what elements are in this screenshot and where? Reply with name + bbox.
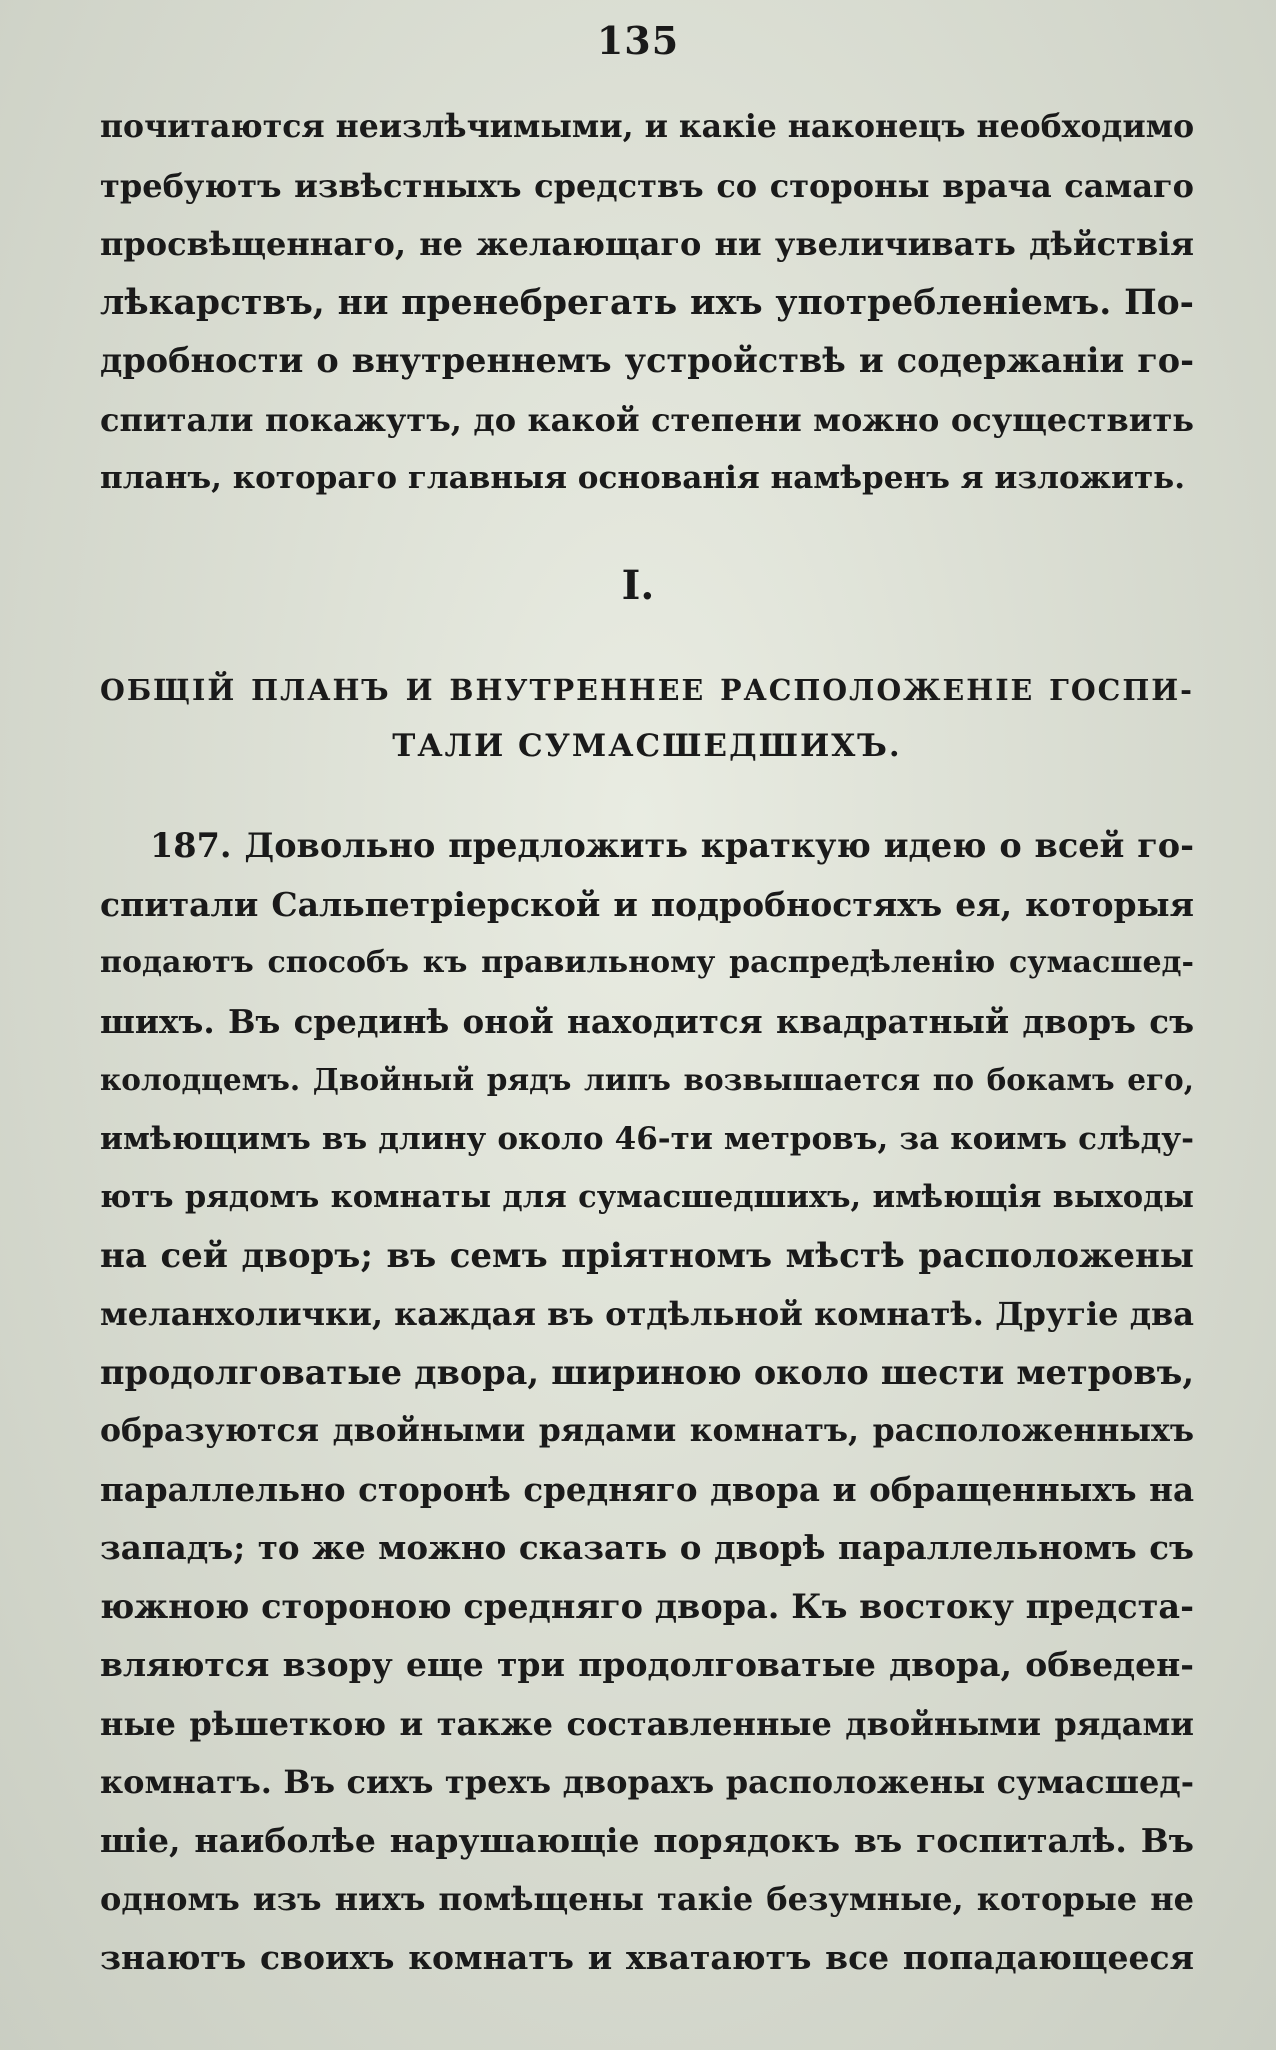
text-line: 187. Довольно предложить краткую идею о всей го- — [150, 826, 1194, 865]
text-line: почитаются неизлѣчимыми, и какіе наконецъ необходимо — [100, 108, 1195, 145]
intro-paragraph — [100, 98, 1194, 508]
text-line: знаютъ своихъ комнатъ и хватаютъ все попадающееся — [100, 1937, 1194, 1977]
text-line: шихъ. Въ срединѣ оной находится квадратный дворъ съ — [100, 1001, 1194, 1041]
text-line: вляются взору еще три продолговатые двора, обведен- — [100, 1645, 1194, 1684]
text-line: на сей дворъ; въ семъ пріятномъ мѣстѣ расположены — [100, 1235, 1194, 1276]
text-line: южною стороною средняго двора. Къ востоку предста- — [100, 1586, 1194, 1626]
text-line: имѣющимъ въ длину около 46-ти метровъ, за коимъ слѣду- — [100, 1120, 1194, 1157]
text-line: меланхолички, каждая въ отдѣльной комнатѣ. Другіе два — [100, 1295, 1194, 1333]
section-numeral: I. — [621, 562, 655, 609]
text-line: дробности о внутреннемъ устройствѣ и содержаніи го- — [100, 341, 1194, 380]
heading-line: ТАЛИ СУМАСШЕДШИХЪ. — [392, 728, 902, 764]
text-line: продолговатые двора, шириною около шести метровъ, — [100, 1352, 1194, 1392]
text-line: ные рѣшеткою и также составленные двойными рядами — [100, 1704, 1194, 1743]
text-line: образуются двойными рядами комнатъ, расположенныхъ — [100, 1412, 1194, 1449]
text-line: параллельно сторонѣ средняго двора и обращенныхъ на — [100, 1469, 1194, 1509]
text-line: западъ; то же можно сказать о дворѣ параллельномъ съ — [100, 1528, 1194, 1567]
text-line: колодцемъ. Двойный рядъ липъ возвышается по бокамъ его, — [100, 1062, 1194, 1097]
text-line: планъ, котораго главныя основанія намѣренъ я изложить. — [100, 460, 1186, 496]
heading-line: ОБЩІЙ ПЛАНЪ И ВНУТРЕННЕЕ РАСПОЛОЖЕНІЕ ГОСПИ- — [100, 673, 1194, 707]
text-line: требуютъ извѣстныхъ средствъ со стороны врача самаго — [100, 166, 1194, 205]
text-line: комнатъ. Въ сихъ трехъ дворахъ расположены сумасшед- — [100, 1763, 1194, 1801]
text-line: подаютъ способъ къ правильному распредѣленію сумасшед- — [100, 945, 1194, 980]
body-paragraph — [100, 817, 1194, 1987]
text-line: спитали Сальпетріерской и подробностяхъ ея, которыя — [100, 884, 1194, 924]
text-line: спитали покажутъ, до какой степени можно осуществить — [100, 400, 1194, 439]
text-line: шіе, наиболѣе нарушающіе порядокъ въ госпиталѣ. Въ — [100, 1820, 1194, 1860]
text-line: ютъ рядомъ комнаты для сумасшедшихъ, имѣющія выходы — [100, 1179, 1194, 1215]
text-line: просвѣщеннаго, не желающаго ни увеличивать дѣйствія — [100, 225, 1194, 263]
text-line: одномъ изъ нихъ помѣщены такіе безумные, которые не — [100, 1880, 1194, 1918]
page-number: 135 — [596, 18, 680, 63]
text-line: лѣкарствъ, ни пренебрегать ихъ употребленіемъ. По- — [100, 282, 1194, 323]
section-heading — [100, 662, 1194, 774]
